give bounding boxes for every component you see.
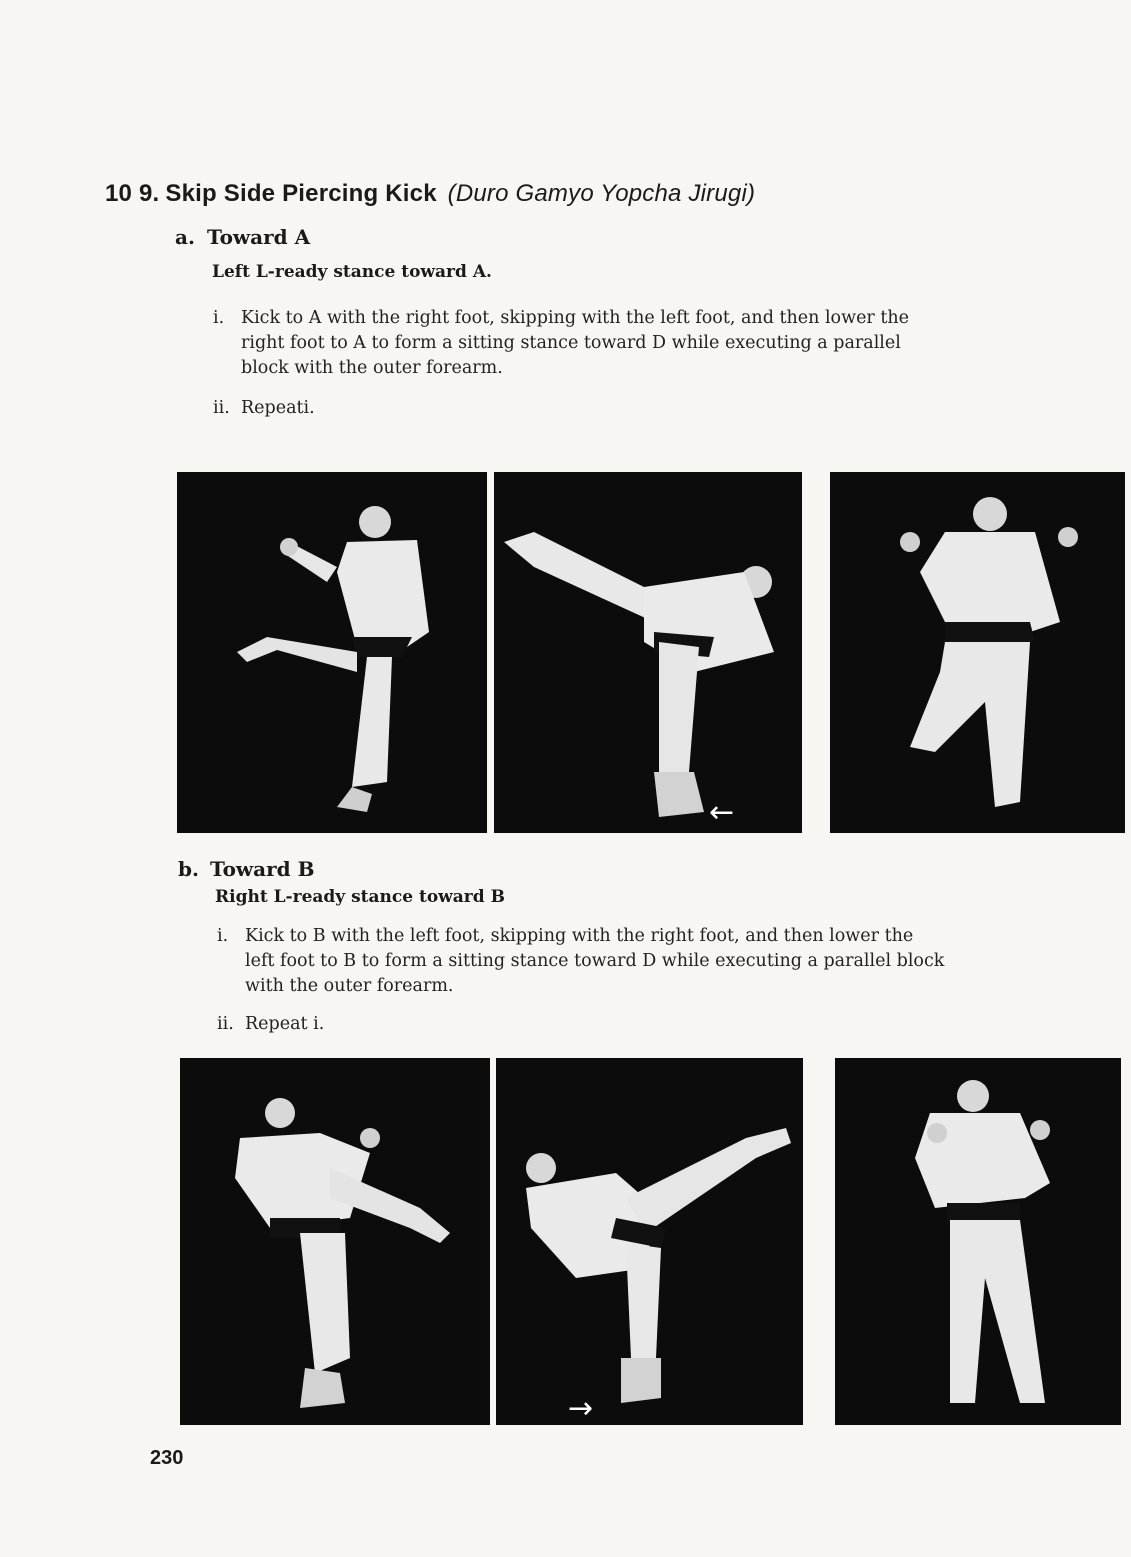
photo-a-chamber <box>177 472 487 833</box>
page-number: 230 <box>150 1447 184 1469</box>
photo-b-stance <box>835 1058 1121 1425</box>
direction-arrow-right: → <box>568 1391 594 1425</box>
direction-arrow-left: ← <box>709 795 735 830</box>
step-a-i: i. Kick to A with the right foot, skipping with the left foot, and then lower the right foot to A to form a sitting stance toward D while executing a parallel block with the outer forearm. <box>213 308 910 378</box>
photo-b-kick <box>496 1058 803 1425</box>
photo-a-kick <box>494 472 802 833</box>
step-b-ii: ii. Repeat i. <box>217 1014 325 1034</box>
figure-chamber-image <box>177 472 487 833</box>
photo-a-stance <box>830 472 1125 833</box>
subsection-b-heading: b. Toward B <box>178 857 315 881</box>
subsection-a-heading: a. Toward A <box>175 225 311 249</box>
figure-kick-image <box>494 472 802 833</box>
figure-kick-image-b <box>496 1058 803 1425</box>
section-number: 10 9. <box>105 180 160 207</box>
technique-name: Skip Side Piercing Kick <box>165 180 437 207</box>
figure-chamber-image-b <box>180 1058 490 1425</box>
subsection-a-stance: Left L-ready stance toward A. <box>212 262 492 282</box>
subsection-b-stance: Right L-ready stance toward B <box>215 887 505 907</box>
step-a-ii: ii. Repeati. <box>213 398 315 418</box>
photo-b-chamber <box>180 1058 490 1425</box>
korean-name: (Duro Gamyo Yopcha Jirugi) <box>447 180 756 207</box>
figure-stance-image-b <box>835 1058 1121 1425</box>
figure-stance-image <box>830 472 1125 833</box>
step-b-i: i. Kick to B with the left foot, skipping with the right foot, and then lower the left foot to B to form a sitting stance toward D while executing a parallel block with the outer forearm. <box>217 926 945 996</box>
section-title <box>105 180 755 208</box>
